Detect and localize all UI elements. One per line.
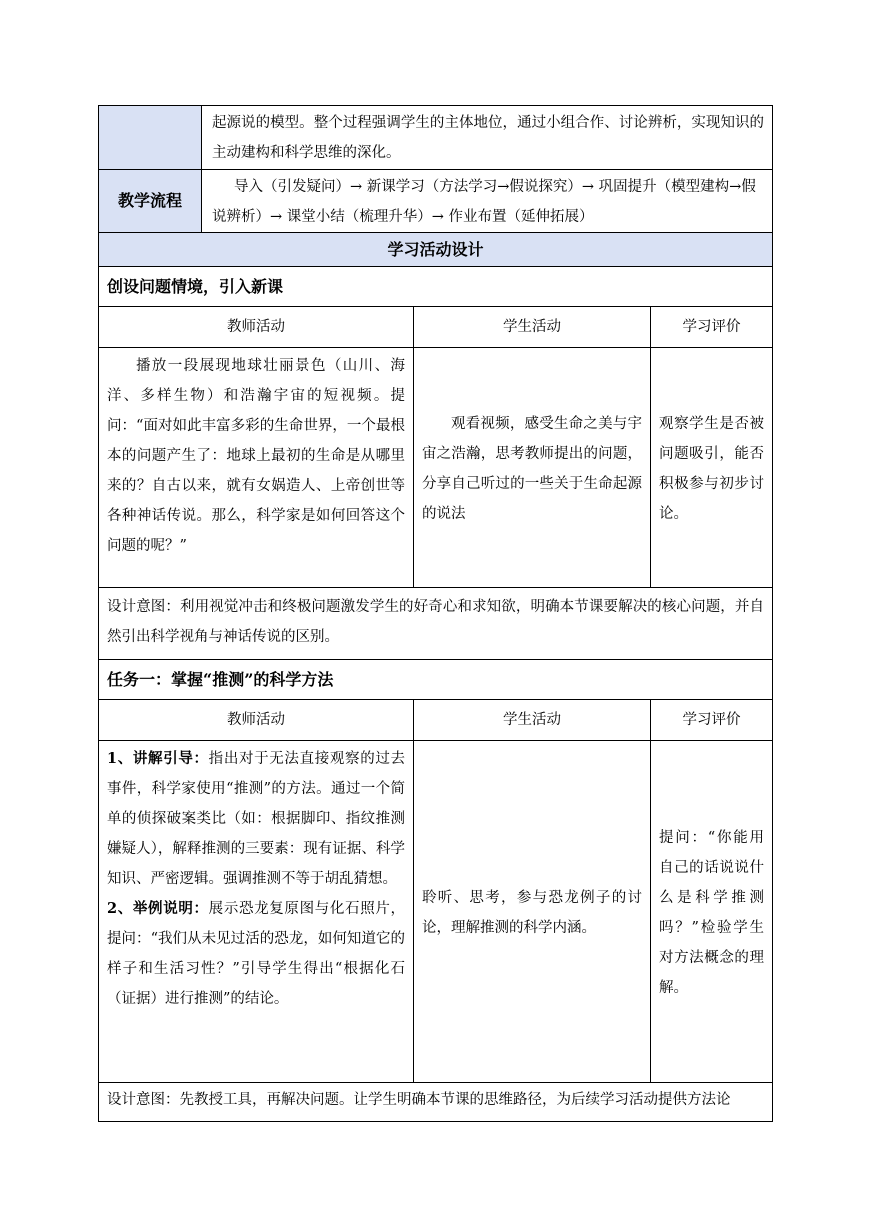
approach-text: 起源说的模型。整个过程强调学生的主体地位，通过小组合作、讨论辨析，实现知识的主动建构和科学思维的深化。 bbox=[212, 115, 765, 161]
part2-teacher-activity bbox=[99, 741, 414, 1083]
lesson-plan-page bbox=[98, 105, 772, 1122]
part2-teacher-item-2 bbox=[107, 894, 405, 1014]
part2-teacher-item-2-text: 展示恐龙复原图与化石照片，提问：“我们从未见过活的恐龙，如何知道它的样子和生活习性？”引导学生得出“根据化石（证据）进行推测”的结论。 bbox=[107, 901, 406, 1007]
part2-header-student: 学生活动 bbox=[414, 700, 651, 741]
part2-evaluation: 提问：“你能用自己的话说说什么是科学推测吗？”检验学生对方法概念的理解。 bbox=[651, 741, 773, 1083]
part2-teacher-item-1-label: 1、讲解引导： bbox=[107, 750, 209, 767]
part2-header-evaluation: 学习评价 bbox=[651, 700, 773, 741]
part2-student-activity: 聆听、思考，参与恐龙例子的讨论，理解推测的科学内涵。 bbox=[414, 741, 651, 1083]
part1-header-teacher: 教师活动 bbox=[99, 307, 414, 348]
approach-label-cell bbox=[99, 106, 202, 170]
part1-title: 创设问题情境，引入新课 bbox=[99, 267, 773, 307]
approach-row bbox=[99, 106, 773, 170]
part1-evaluation: 观察学生是否被问题吸引，能否积极参与初步讨论。 bbox=[651, 348, 773, 588]
part1-header-row bbox=[99, 307, 773, 348]
part1-title-row bbox=[99, 267, 773, 307]
part1-intent-row bbox=[99, 588, 773, 660]
lesson-plan-table bbox=[98, 105, 773, 1122]
flow-label: 教学流程 bbox=[99, 170, 202, 233]
flow-text: 导入（引发疑问）→ 新课学习（方法学习→假说探究）→ 巩固提升（模型建构→假说辨析）→ 课堂小结（梳理升华）→ 作业布置（延伸拓展） bbox=[202, 170, 773, 233]
flow-row bbox=[99, 170, 773, 233]
part1-intent: 设计意图：利用视觉冲击和终极问题激发学生的好奇心和求知欲，明确本节课要解决的核心问题，并自然引出科学视角与神话传说的区别。 bbox=[99, 588, 773, 660]
part2-title: 任务一：掌握“推测”的科学方法 bbox=[99, 660, 773, 700]
part1-teacher-activity: 播放一段展现地球壮丽景色（山川、海洋、多样生物）和浩瀚宇宙的短视频。提问：“面对如此丰富多彩的生命世界，一个最根本的问题产生了：地球上最初的生命是从哪里来的？自古以来，就有女娲造人、上帝创世等各种神话传说。那么，科学家是如何回答这个问题的呢？” bbox=[99, 348, 414, 588]
part2-teacher-item-1 bbox=[107, 744, 405, 894]
part2-title-row bbox=[99, 660, 773, 700]
part2-header-row bbox=[99, 700, 773, 741]
part2-intent: 设计意图：先教授工具，再解决问题。让学生明确本节课的思维路径，为后续学习活动提供方法论 bbox=[99, 1083, 773, 1122]
part1-header-student: 学生活动 bbox=[414, 307, 651, 348]
part2-teacher-item-2-label: 2、举例说明： bbox=[107, 900, 209, 917]
approach-text-cell bbox=[202, 106, 773, 170]
part1-student-activity: 观看视频，感受生命之美与宇宙之浩瀚，思考教师提出的问题，分享自己听过的一些关于生命起源的说法 bbox=[414, 348, 651, 588]
part2-teacher-item-1-text: 指出对于无法直接观察的过去事件，科学家使用“推测”的方法。通过一个简单的侦探破案类比（如：根据脚印、指纹推测嫌疑人），解释推测的三要素：现有证据、科学知识、严密逻辑。强调推测不等于胡乱猜想。 bbox=[107, 751, 406, 887]
part1-header-evaluation: 学习评价 bbox=[651, 307, 773, 348]
part2-header-teacher: 教师活动 bbox=[99, 700, 414, 741]
part1-content-row bbox=[99, 348, 773, 588]
section-title: 学习活动设计 bbox=[99, 233, 773, 267]
part2-intent-row bbox=[99, 1083, 773, 1122]
part2-content-row bbox=[99, 741, 773, 1083]
section-title-row bbox=[99, 233, 773, 267]
